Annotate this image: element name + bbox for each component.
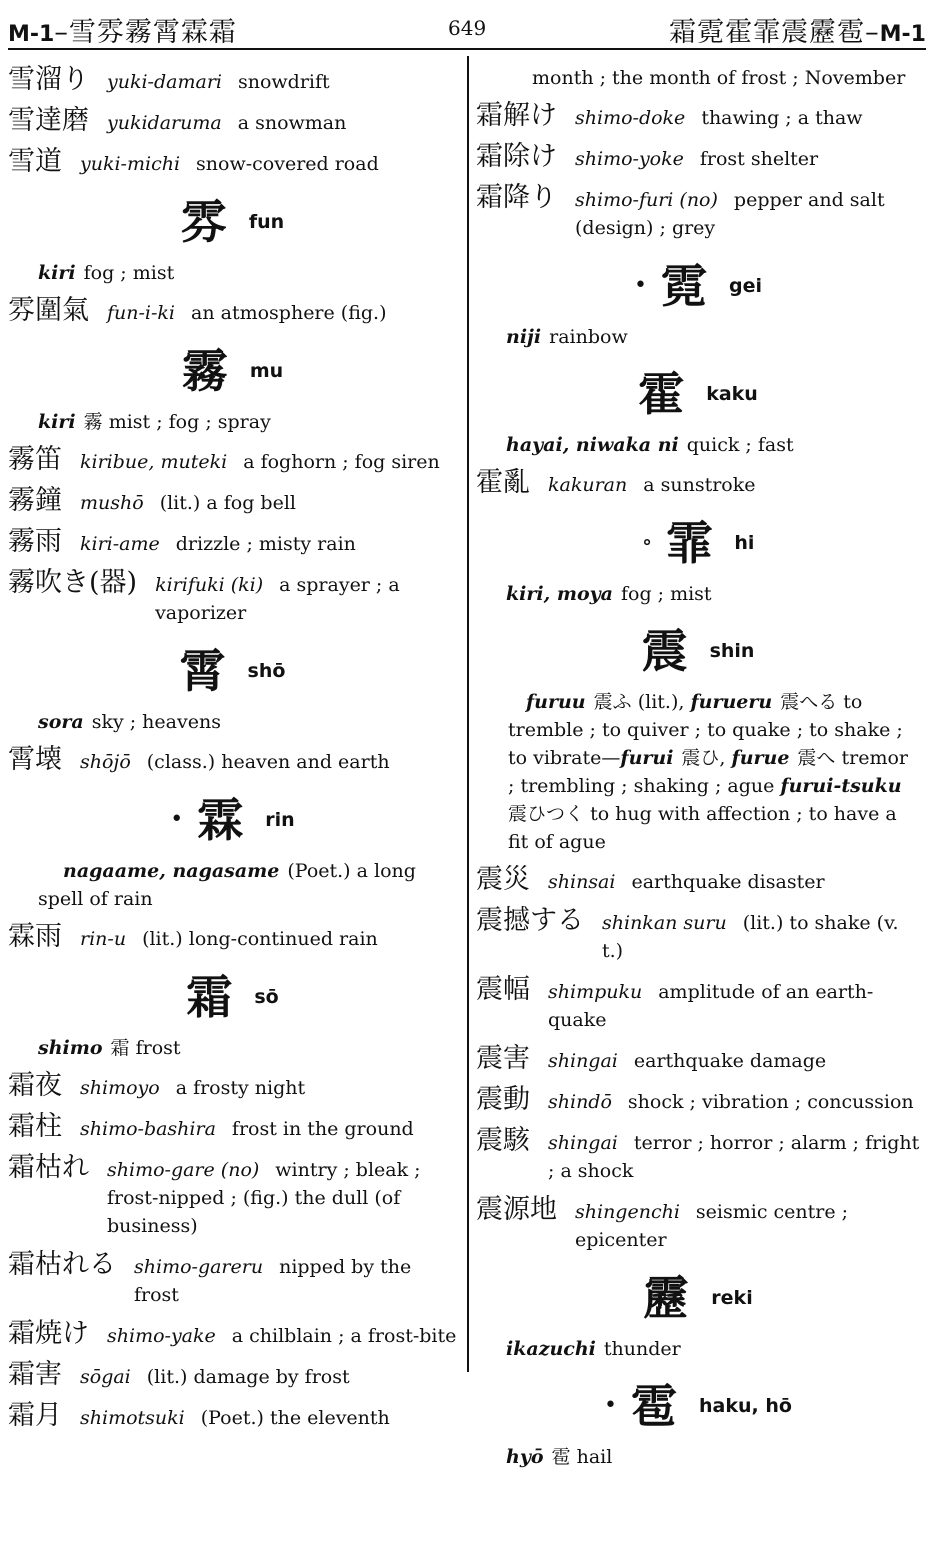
headword-kanji: 霄	[179, 644, 226, 698]
headword-kanji: 霍	[638, 367, 685, 421]
entry	[476, 1045, 920, 1075]
entry-kanji: 霜害	[8, 1359, 62, 1390]
reading-definition: mist ; fog ; spray	[108, 411, 271, 433]
reading-note: (lit.),	[637, 691, 685, 713]
reading-definition: quick ; fast	[686, 434, 794, 456]
entry-kanji: 霜枯れ	[8, 1152, 89, 1183]
header-left-kanji: –雪雰霧霄霖霜	[54, 17, 237, 48]
entry	[476, 184, 920, 242]
headword-kanji: 霜	[186, 970, 233, 1024]
entry-kanji: 霧鐘	[8, 485, 62, 516]
entry	[8, 528, 457, 558]
entry-romaji: shimotsuki	[80, 1407, 185, 1429]
reading-line	[476, 1335, 920, 1363]
entry-kanji: 霜夜	[8, 1070, 62, 1101]
entry	[8, 297, 457, 327]
headword	[8, 787, 457, 851]
entry-romaji: kirifuki (ki)	[155, 574, 264, 596]
entry-definition: snow-covered road	[196, 153, 379, 175]
entry-definition: a frosty night	[175, 1077, 306, 1099]
entry-romaji: shingenchi	[575, 1201, 680, 1223]
entry	[476, 976, 920, 1034]
entry	[476, 866, 920, 896]
entry-romaji: shimo-yake	[107, 1325, 216, 1347]
entry-romaji: shinkan suru	[602, 912, 727, 934]
page-number: 649	[448, 16, 487, 40]
entry-definition: a foghorn ; fog siren	[243, 451, 440, 473]
headword	[476, 1265, 920, 1329]
entry-kanji: 霜柱	[8, 1111, 62, 1142]
entry-romaji: shimo-gareru	[134, 1256, 264, 1278]
headword-kanji: 霓	[660, 259, 707, 313]
entry	[8, 446, 457, 476]
entry-romaji: shingai	[548, 1050, 618, 1072]
reading-definition: fog ; mist	[620, 583, 712, 605]
entry	[8, 148, 457, 178]
reading-word: furue	[731, 747, 790, 769]
entry-kanji: 霜解け	[476, 100, 557, 131]
entry-definition: (lit.) long-continued rain	[142, 928, 378, 950]
headword-kanji: 雰	[180, 195, 227, 249]
reading-word: furueru	[690, 691, 773, 713]
entry-definition: frost in the ground	[231, 1118, 414, 1140]
entry-romaji: yukidaruma	[107, 112, 222, 134]
headword-reading: reki	[711, 1287, 753, 1309]
header-right	[669, 10, 926, 49]
entry	[8, 1113, 457, 1143]
entry-kanji: 震幅	[476, 974, 530, 1005]
entry-romaji: shōjō	[80, 751, 131, 773]
reading-word: sora	[38, 711, 84, 733]
reading-word: furuu	[526, 691, 586, 713]
entry	[8, 923, 457, 953]
entry-kanji: 霜除け	[476, 141, 557, 172]
reading-word: hayai, niwaka ni	[506, 434, 679, 456]
header-right-kanji: 霜霓霍霏震靂雹–	[669, 17, 880, 48]
reading-line	[8, 857, 457, 913]
reading-kanji: 霜	[110, 1037, 130, 1059]
mark-icon: ∘	[641, 530, 653, 555]
reading-kanji: 震へる	[780, 691, 838, 713]
reading-line	[476, 323, 920, 351]
entry-kanji: 霜降り	[476, 182, 557, 213]
entry-definition: earthquake disaster	[631, 871, 825, 893]
right-column	[476, 64, 920, 1481]
left-column	[8, 66, 457, 1443]
entry-kanji: 霜月	[8, 1400, 62, 1431]
entry-definition: (lit.) damage by frost	[146, 1366, 350, 1388]
mark-icon: •	[634, 273, 647, 298]
entry-kanji: 震撼する	[476, 905, 584, 936]
reading-word: kiri	[38, 411, 76, 433]
section-code-right: M-1	[879, 22, 926, 47]
mark-icon: •	[170, 807, 184, 832]
entry-definition: shock ; vibration ; concussion	[627, 1091, 914, 1113]
reading-kanji: 雹	[551, 1446, 571, 1468]
entry-kanji: 雪溜り	[8, 64, 89, 95]
reading-line	[8, 1034, 457, 1062]
entry	[8, 1361, 457, 1391]
headword-reading: rin	[265, 809, 295, 831]
reading-definition: fog ; mist	[83, 262, 175, 284]
reading-definition: to hug with affection ; to have a fit of ague	[508, 803, 897, 853]
header-left	[8, 10, 237, 49]
headword	[476, 510, 920, 574]
headword	[8, 189, 457, 253]
entry	[476, 1196, 920, 1254]
entry-definition: an atmosphere (fig.)	[191, 302, 387, 324]
continuation-line: month ; the month of frost ; November	[532, 67, 906, 89]
reading-kanji: 震ひ,	[681, 747, 726, 769]
page-header	[8, 6, 926, 46]
entry-kanji: 霧雨	[8, 526, 62, 557]
entry-romaji: shimo-doke	[575, 107, 686, 129]
entry-kanji: 震源地	[476, 1194, 557, 1225]
entry-romaji: kiribue, muteki	[80, 451, 228, 473]
entry	[476, 143, 920, 173]
entry-definition: (Poet.) the eleventh	[200, 1407, 390, 1429]
reading-definition: sky ; heavens	[91, 711, 221, 733]
entry-definition: frost shelter	[699, 148, 819, 170]
headword	[476, 253, 920, 317]
reading-definition: tremor ; trembling ; shaking ; ague	[508, 747, 908, 797]
entry-romaji: shimo-bashira	[80, 1118, 216, 1140]
reading-word: niji	[506, 326, 542, 348]
entry-romaji: kakuran	[548, 474, 628, 496]
entry-definition: snowdrift	[237, 71, 330, 93]
reading-word: furui	[620, 747, 674, 769]
entry	[476, 102, 920, 132]
reading-definition: thunder	[603, 1338, 681, 1360]
entry-definition: wintry ; bleak ; frost-nipped ; (fig.) the dull (of business)	[107, 1159, 421, 1237]
entry-romaji: shimo-furi (no)	[575, 189, 718, 211]
reading-word: nagaame, nagasame	[63, 860, 280, 882]
entry	[8, 1251, 457, 1309]
entry-kanji: 雪道	[8, 146, 62, 177]
entry-definition: (lit.) to shake (v. t.)	[602, 912, 899, 962]
headword	[476, 618, 920, 682]
headword-reading: kaku	[706, 383, 758, 405]
headword	[8, 338, 457, 402]
reading-kanji: 霧	[83, 411, 103, 433]
entry-kanji: 霄壊	[8, 744, 62, 775]
entry-kanji: 震駭	[476, 1125, 530, 1156]
headword-reading: mu	[249, 360, 284, 382]
headword	[8, 964, 457, 1028]
reading-definition: (Poet.) a long spell of rain	[38, 860, 416, 910]
reading-definition: frost	[135, 1037, 181, 1059]
headword	[476, 1373, 920, 1437]
reading-line	[476, 1443, 920, 1471]
headword-kanji: 霧	[181, 344, 228, 398]
reading-definition: rainbow	[549, 326, 628, 348]
reading-line	[8, 259, 457, 287]
reading-line	[476, 431, 920, 459]
entry-romaji: mushō	[80, 492, 144, 514]
entry-definition: earthquake damage	[633, 1050, 827, 1072]
entry-romaji: kiri-ame	[80, 533, 160, 555]
headword	[476, 361, 920, 425]
headword	[8, 638, 457, 702]
reading-word: hyō	[506, 1446, 544, 1468]
reading-block	[476, 688, 920, 856]
entry-definition: nipped by the frost	[134, 1256, 412, 1306]
entry-definition: drizzle ; misty rain	[175, 533, 356, 555]
reading-definition: hail	[576, 1446, 613, 1468]
headword-kanji: 霏	[666, 516, 713, 570]
entry-definition: thawing ; a thaw	[701, 107, 863, 129]
entry-kanji: 震災	[476, 864, 530, 895]
entry-romaji: shinsai	[548, 871, 616, 893]
entry	[476, 1127, 920, 1185]
entry-romaji: shimo-yoke	[575, 148, 684, 170]
headword-reading: hi	[734, 532, 755, 554]
entry	[8, 107, 457, 137]
entry-definition: amplitude of an earth-quake	[548, 981, 874, 1031]
entry-definition: a chilblain ; a frost-bite	[231, 1325, 457, 1347]
reading-kanji: 震へ	[797, 747, 836, 769]
entry-definition: pepper and salt (design) ; grey	[575, 189, 885, 239]
entry	[8, 1072, 457, 1102]
entry-definition: a sunstroke	[643, 474, 756, 496]
entry-definition: (lit.) a fog bell	[159, 492, 296, 514]
entry-kanji: 霧笛	[8, 444, 62, 475]
entry	[8, 569, 457, 627]
reading-kanji: 震ふ	[593, 691, 632, 713]
entry-definition: a snowman	[237, 112, 347, 134]
entry	[8, 746, 457, 776]
entry	[8, 1154, 457, 1240]
entry-kanji: 震害	[476, 1043, 530, 1074]
entry	[476, 469, 920, 499]
headword-kanji: 靂	[643, 1271, 690, 1325]
headword-kanji: 雹	[631, 1379, 678, 1433]
entry-kanji: 雰圍氣	[8, 295, 89, 326]
headword-reading: sō	[254, 986, 279, 1008]
entry-kanji: 霜枯れる	[8, 1249, 116, 1280]
entry	[8, 1402, 457, 1432]
reading-word: furui-tsuku	[780, 775, 902, 797]
entry-kanji: 霖雨	[8, 921, 62, 952]
entry-definition: (class.) heaven and earth	[146, 751, 390, 773]
column-divider	[467, 56, 469, 1372]
entry	[8, 487, 457, 517]
entry	[8, 1320, 457, 1350]
headword-kanji: 震	[641, 624, 688, 678]
entry-kanji: 霜焼け	[8, 1318, 89, 1349]
headword-reading: haku, hō	[699, 1395, 792, 1417]
entry	[476, 907, 920, 965]
entry-romaji: shindō	[548, 1091, 612, 1113]
entry-romaji: fun-i-ki	[107, 302, 176, 324]
entry-kanji: 霧吹き(器)	[8, 567, 138, 598]
header-rule	[8, 48, 926, 50]
mark-icon: •	[604, 1393, 618, 1418]
headword-reading: shō	[247, 660, 286, 682]
entry-romaji: yuki-michi	[80, 153, 181, 175]
entry	[476, 1086, 920, 1116]
reading-line	[8, 708, 457, 736]
reading-word: kiri, moya	[506, 583, 613, 605]
section-code-left: M-1	[8, 22, 55, 47]
entry-romaji: yuki-damari	[107, 71, 222, 93]
reading-line	[8, 408, 457, 436]
reading-word: kiri	[38, 262, 76, 284]
reading-line	[476, 580, 920, 608]
reading-word: shimo	[38, 1037, 103, 1059]
headword-reading: gei	[728, 275, 762, 297]
entry-kanji: 雪達磨	[8, 105, 89, 136]
entry-kanji: 震動	[476, 1084, 530, 1115]
entry-romaji: sōgai	[80, 1366, 131, 1388]
reading-definition: to tremble ; to quiver ; to quake ; to shake ; to vibrate—	[508, 691, 903, 769]
entry-kanji: 霍亂	[476, 467, 530, 498]
entry	[8, 66, 457, 96]
reading-kanji: 震ひつく	[508, 803, 585, 825]
entry-romaji: shimpuku	[548, 981, 643, 1003]
headword-kanji: 霖	[197, 793, 244, 847]
entry-romaji: shimoyo	[80, 1077, 160, 1099]
entry-romaji: shingai	[548, 1132, 618, 1154]
entry-definition: terror ; horror ; alarm ; fright ; a shock	[548, 1132, 920, 1182]
headword-reading: fun	[248, 211, 285, 233]
reading-word: ikazuchi	[506, 1338, 596, 1360]
entry-romaji: rin-u	[80, 928, 127, 950]
entry-definition: seismic centre ; epicenter	[575, 1201, 849, 1251]
entry-definition: a sprayer ; a vaporizer	[155, 574, 400, 624]
entry-romaji: shimo-gare (no)	[107, 1159, 260, 1181]
headword-reading: shin	[709, 640, 755, 662]
